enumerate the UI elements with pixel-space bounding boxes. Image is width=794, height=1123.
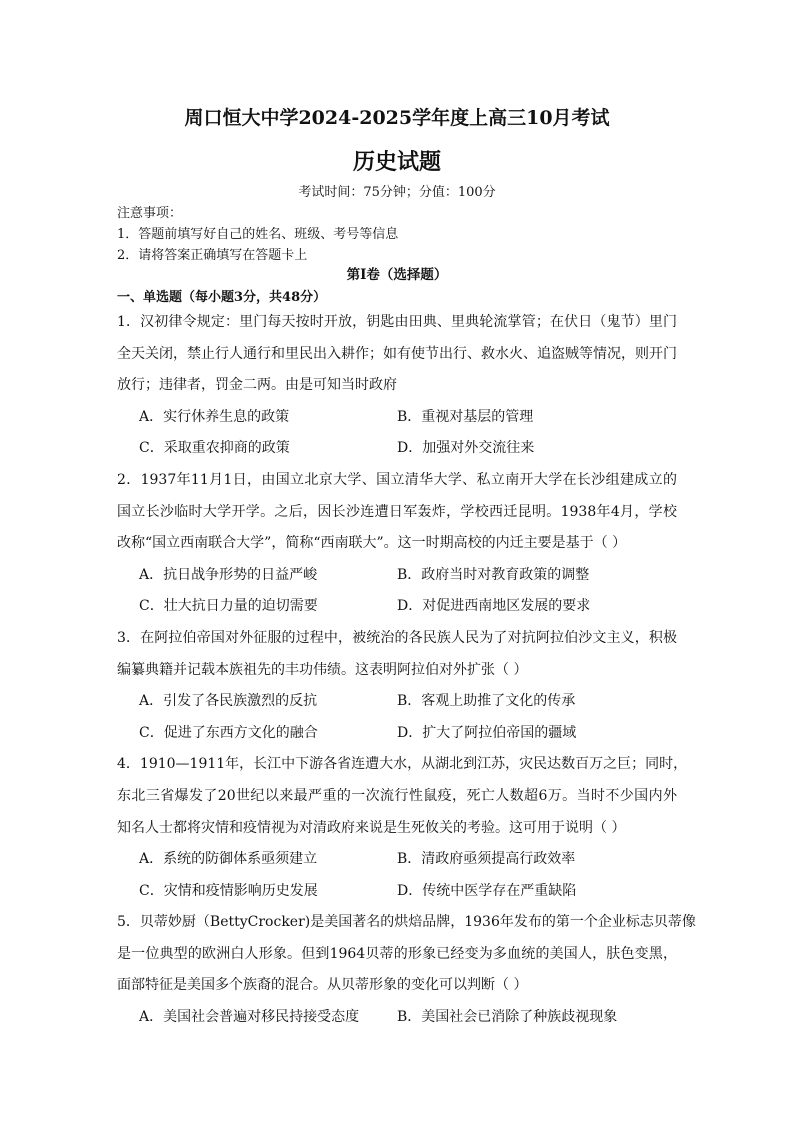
option-a: A．美国社会普遍对移民持接受态度 — [139, 1009, 360, 1026]
part-heading: 一、单选题（每小题3分，共48分） — [117, 290, 327, 305]
option-b: B．政府当时对教育政策的调整 — [397, 566, 590, 583]
question-text-line: 全天关闭，禁止行人通行和里民出入耕作；如有使节出行、救水火、追盗贼等情况，则开门 — [117, 345, 677, 362]
question-text-line: 是一位典型的欧洲白人形象。但到1964贝蒂的形象已经变为多血统的美国人，肤色变黑， — [117, 945, 677, 962]
notes-block — [117, 203, 398, 266]
option-a: A．抗日战争形势的日益严峻 — [139, 566, 318, 583]
option-b: B．清政府亟须提高行政效率 — [397, 851, 576, 868]
question-text-line: 放行；违律者，罚金二两。由是可知当时政府 — [117, 377, 397, 394]
question-text-line: 1．汉初律令规定：里门每天按时开放，钥匙由田典、里典轮流掌管；在伏日（鬼节）里门 — [117, 314, 677, 330]
option-c: C．灾情和疫情影响历史发展 — [139, 882, 318, 899]
question-text-line: 5．贝蒂妙厨（BettyCrocker)是美国著名的烘焙品牌，1936年发布的第一个企业标志贝蒂像 — [117, 914, 696, 931]
option-a: A．实行休养生息的政策 — [139, 408, 290, 425]
question-text-line: 2．1937年11月1日，由国立北京大学、国立清华大学、私立南开大学在长沙组建成立的 — [117, 471, 677, 488]
option-row — [117, 876, 677, 908]
notes-item: 2．请将答案正确填写在答题卡上 — [117, 248, 308, 263]
question-3 — [117, 623, 677, 749]
question-text-line: 知名人士都将灾情和疫情视为对清政府来说是生死攸关的考验。这可用于说明（ ） — [117, 819, 626, 836]
subject-title: 历史试题 — [352, 149, 441, 175]
option-d: D．传统中医学存在严重缺陷 — [397, 882, 577, 899]
questions-list — [117, 307, 696, 1034]
option-c: C．促进了东西方文化的融合 — [139, 724, 318, 741]
option-row — [117, 402, 677, 434]
question-text-line: 面部特征是美国多个族裔的混合。从贝蒂形象的变化可以判断（ ） — [117, 977, 528, 994]
question-text-line: 东北三省爆发了20世纪以来最严重的一次流行性鼠疫，死亡人数超6万。当时不少国内外 — [117, 787, 677, 804]
option-a: A．系统的防御体系亟须建立 — [139, 851, 318, 868]
option-c: C．壮大抗日力量的迫切需要 — [139, 598, 318, 615]
question-text-line: 国立长沙临时大学开学。之后，因长沙连遭日军轰炸，学校西迁昆明。1938年4月，学校 — [117, 503, 677, 520]
question-5 — [117, 907, 696, 1033]
option-row — [117, 560, 677, 592]
question-1 — [117, 307, 677, 465]
option-row — [117, 718, 677, 750]
option-b: B．重视对基层的管理 — [397, 408, 534, 425]
option-d: D．加强对外交流往来 — [397, 440, 535, 457]
question-text-line: 3．在阿拉伯帝国对外征服的过程中，被统治的各民族人民为了对抗阿拉伯沙文主义，积极 — [117, 629, 677, 646]
option-b: B．美国社会已消除了种族歧视现象 — [397, 1009, 618, 1026]
question-text-line: 4．1910—1911年，长江中下游各省连遭大水，从湖北到江苏，灾民达数百万之巨；同时， — [117, 756, 688, 773]
question-2 — [117, 465, 677, 623]
option-row — [117, 433, 677, 465]
option-c: C．采取重农抑商的政策 — [139, 440, 290, 457]
section-title: 第Ⅰ卷（选择题） — [346, 267, 448, 283]
exam-time-and-score: 考试时间：75分钟；分值：100分 — [298, 185, 496, 200]
option-d: D．对促进西南地区发展的要求 — [397, 598, 591, 615]
question-4 — [117, 749, 688, 907]
option-a: A．引发了各民族激烈的反抗 — [139, 693, 318, 710]
option-row — [117, 1002, 677, 1034]
question-text-line: 改称“国立西南联合大学”，简称“西南联大”。这一时期高校的内迁主要是基于（ ） — [117, 535, 627, 552]
question-text-line: 编纂典籍并记载本族祖先的丰功伟绩。这表明阿拉伯对外扩张（ ） — [117, 661, 528, 678]
notes-heading: 注意事项： — [117, 206, 183, 221]
exam-title: 周口恒大中学2024-2025学年度上高三10月考试 — [184, 107, 610, 129]
option-d: D．扩大了阿拉伯帝国的疆域 — [397, 724, 577, 741]
notes-item: 1．答题前填写好自己的姓名、班级、考号等信息 — [117, 227, 399, 242]
option-row — [117, 844, 677, 876]
option-row — [117, 591, 677, 623]
option-b: B．客观上助推了文化的传承 — [397, 693, 576, 710]
option-row — [117, 686, 677, 718]
